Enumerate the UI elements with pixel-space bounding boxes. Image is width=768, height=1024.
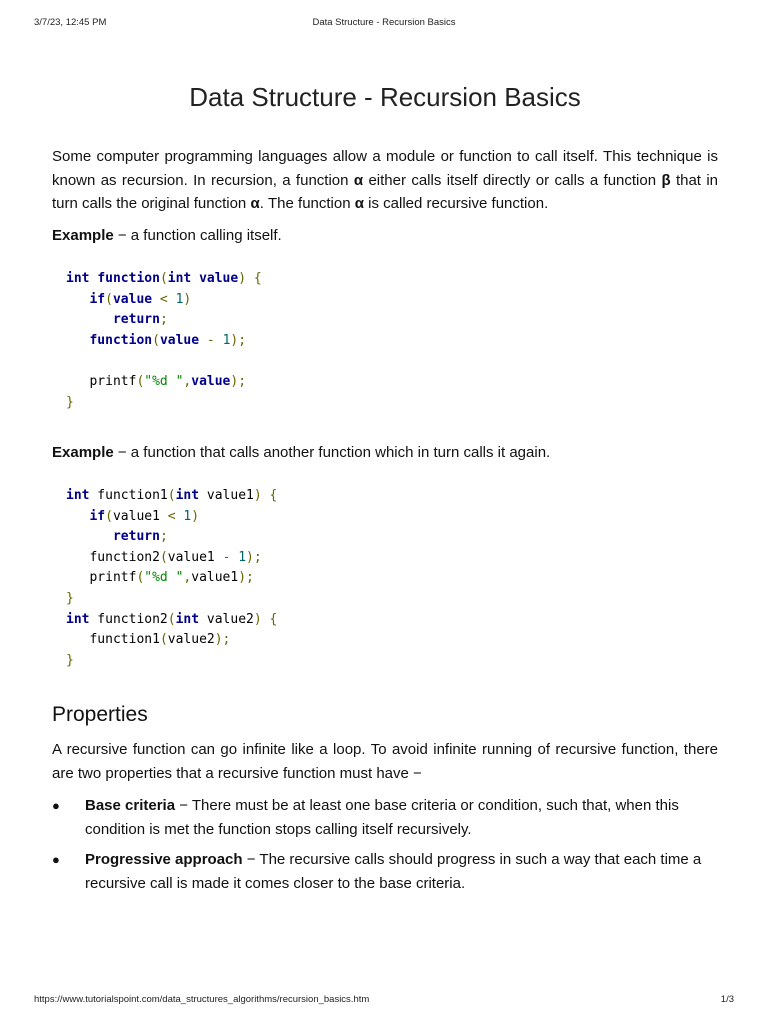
code-token: value — [191, 373, 231, 389]
code-token: ); — [238, 570, 254, 586]
property-term: Progressive approach — [85, 851, 243, 868]
code-token: value2 — [199, 611, 254, 627]
alpha-symbol: α — [354, 195, 364, 212]
code-token: int — [175, 488, 200, 503]
beta-symbol: β — [661, 171, 671, 189]
code-token: if — [89, 291, 106, 307]
intro-text-2: either calls itself directly or calls a function — [363, 171, 662, 189]
property-description: − There must be at least one base criteria or condition, such that, when this condition is met the function stops calling itself recursively. — [85, 797, 679, 838]
code-token: ; — [159, 312, 168, 328]
code-token: 1 — [222, 332, 231, 348]
intro-text-1: Some computer programming languages allow a module or function to call itself. This technique is known as recursion. In recursion, a function — [52, 148, 718, 189]
code-token: "%d " — [144, 570, 184, 586]
code-token: value1 — [112, 508, 168, 524]
intro-text-4: . The function — [259, 195, 355, 212]
code-token: function1 — [89, 488, 168, 503]
code-token: return — [112, 529, 160, 545]
code-token: value — [112, 291, 153, 307]
alpha-symbol: α — [250, 195, 260, 212]
code-token: ( — [159, 632, 168, 648]
code-token: ( — [105, 291, 113, 307]
code-token: < — [167, 508, 176, 524]
list-item — [52, 848, 718, 895]
code-token: value — [199, 271, 239, 286]
code-token: function2 — [89, 549, 160, 565]
code-token: 1 — [175, 508, 192, 524]
code-token: ( — [136, 373, 145, 389]
code-token: ); — [246, 549, 262, 565]
code-token: "%d " — [144, 373, 184, 389]
code-token: ) { — [253, 611, 278, 627]
list-item — [52, 794, 718, 841]
example-description: − a function calling itself. — [113, 227, 282, 244]
code-token: value1 — [191, 570, 239, 586]
code-token: ); — [214, 632, 231, 648]
code-token: value1 — [167, 549, 223, 565]
code-token: ); — [230, 373, 247, 389]
code-token: ; — [159, 529, 168, 545]
code-token: function2 — [89, 611, 168, 627]
code-token: value2 — [167, 632, 215, 648]
code-token: int — [66, 271, 90, 286]
property-term: Base criteria — [85, 797, 176, 814]
properties-intro: A recursive function can go infinite like a loop. To avoid infinite running of recursive function, there are two properties that a recursive function must have − — [52, 741, 718, 782]
property-description: − The recursive calls should progress in such a way that each time a recursive call is made it comes closer to the base criteria. — [85, 851, 702, 892]
code-token: ); — [230, 332, 247, 348]
bullet-icon: ● — [52, 852, 60, 867]
example-label: Example — [52, 444, 114, 461]
code-token: ) { — [238, 271, 262, 286]
code-token: ) — [191, 508, 200, 524]
bullet-icon: ● — [52, 798, 60, 813]
page-title: Data Structure - Recursion Basics — [189, 82, 581, 112]
section-heading-properties: Properties — [52, 703, 148, 726]
example-2-caption — [52, 441, 718, 465]
code-token: ( — [159, 549, 168, 565]
page-number: 1/3 — [720, 994, 734, 1005]
code-token: function1 — [89, 632, 160, 648]
code-token: ( — [105, 508, 113, 524]
code-token: 1 — [175, 291, 184, 307]
code-token: function — [97, 271, 160, 286]
code-token: return — [112, 312, 160, 328]
code-token: ( — [167, 488, 176, 503]
code-token: - — [199, 332, 223, 348]
example-1-caption — [52, 224, 718, 248]
code-token: value1 — [199, 488, 254, 503]
code-token: } — [66, 394, 74, 410]
intro-text-3: that in turn calls the original function — [52, 171, 719, 212]
code-token: int — [167, 271, 192, 286]
code-token: printf — [89, 570, 137, 586]
code-token: int — [175, 611, 200, 627]
code-token: ) — [183, 291, 192, 307]
code-token: } — [66, 590, 74, 606]
print-datetime: 3/7/23, 12:45 PM — [34, 17, 107, 28]
code-token: printf — [89, 373, 137, 389]
example-label: Example — [52, 227, 114, 244]
code-block-2 — [66, 486, 277, 671]
code-token: ( — [136, 570, 145, 586]
code-token: ( — [152, 332, 160, 348]
code-token: 1 — [230, 549, 247, 565]
code-token: ( — [159, 271, 168, 286]
example-description: − a function that calls another function which in turn calls it again. — [113, 444, 551, 461]
code-token: , — [183, 570, 192, 586]
code-token: ) { — [253, 488, 278, 503]
code-token: } — [66, 652, 74, 668]
code-token: if — [89, 508, 106, 524]
code-token: < — [152, 291, 176, 307]
alpha-symbol: α — [353, 171, 364, 189]
code-token: , — [183, 373, 192, 389]
code-token: value — [159, 332, 200, 348]
code-block-1 — [66, 269, 262, 413]
code-token: int — [66, 488, 90, 503]
code-token: ( — [167, 611, 176, 627]
intro-text-5: is called recursive function. — [363, 195, 549, 212]
page-url: https://www.tutorialspoint.com/data_structures_algorithms/recursion_basics.htm — [34, 994, 370, 1005]
code-token: int — [66, 611, 90, 627]
properties-list — [52, 794, 718, 902]
intro-paragraph — [52, 145, 718, 216]
print-page-title: Data Structure - Recursion Basics — [312, 17, 456, 28]
code-token: function — [89, 332, 153, 348]
code-token: - — [222, 549, 231, 565]
